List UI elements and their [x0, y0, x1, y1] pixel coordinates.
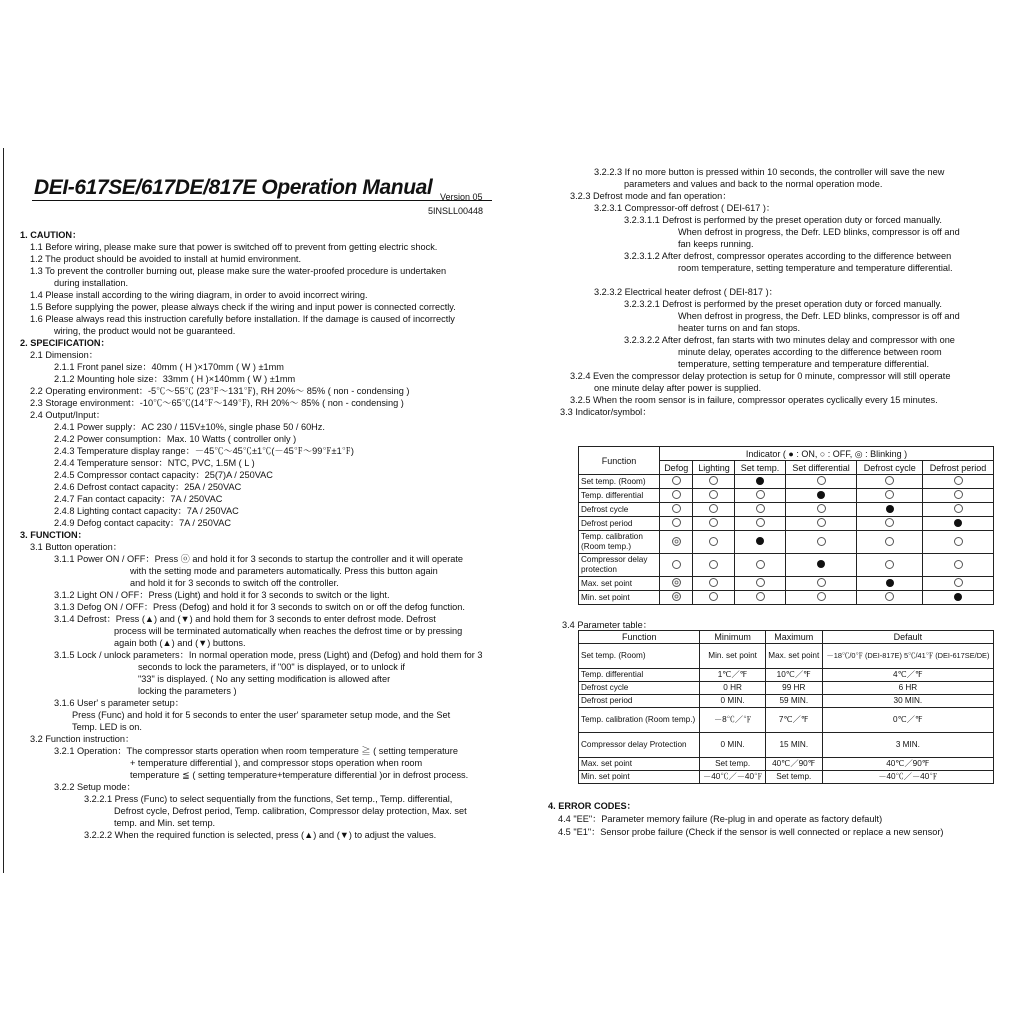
left-text-line: 2.4.5 Compressor contact capacity：25(7)A / 250VAC: [54, 470, 273, 480]
indicator-off-icon: [817, 518, 826, 527]
left-text-line: 1.2 The product should be avoided to install at humid environment.: [30, 254, 302, 264]
indicator-off-icon: [954, 537, 963, 546]
right-text-line: fan keeps running.: [678, 239, 754, 249]
parameter-column-header: Maximum: [765, 631, 822, 644]
left-text-line: with the setting mode and parameters automatically. Press this button again: [130, 566, 438, 576]
parameter-cell: 3 MIN.: [822, 733, 993, 758]
left-text-line: seconds to lock the parameters, if "00" is displayed, or to unlock if: [138, 662, 405, 672]
right-text-line: When defrost in progress, the Defr. LED blinks, compressor is off and: [678, 227, 960, 237]
left-text-line: 3. FUNCTION：: [20, 530, 87, 540]
left-text-line: Temp. LED is on.: [72, 722, 142, 732]
left-text-line: 2.4.4 Temperature sensor：NTC, PVC, 1.5M ( L ): [54, 458, 255, 468]
indicator-off-icon: [709, 476, 718, 485]
indicator-blinking-icon: [672, 592, 681, 601]
parameter-cell: 0 HR: [700, 682, 765, 695]
right-text-line: 3.2.4 Even the compressor delay protection is setup for 0 minute, compressor will still operate: [570, 371, 951, 381]
right-text-line: [560, 274, 1000, 286]
error-codes-section: [548, 800, 943, 839]
indicator-row: [579, 489, 994, 503]
indicator-off-icon: [709, 560, 718, 569]
indicator-off-icon: [756, 518, 765, 527]
parameter-cell: Defrost period: [579, 695, 700, 708]
left-text-line: temp. and Min. set temp.: [114, 818, 216, 828]
parameter-cell: Set temp. (Room): [579, 644, 700, 669]
left-text-line: 3.1.6 User' s parameter setup：: [54, 698, 184, 708]
left-text-line: + temperature differential ), and compressor stops operation when room: [130, 758, 423, 768]
right-text-line: 3.2.5 When the room sensor is in failure, compressor operates cyclically every 15 minutes.: [570, 395, 938, 405]
indicator-off-icon: [709, 592, 718, 601]
indicator-on-icon: [886, 505, 894, 513]
indicator-column-header: Set differential: [785, 461, 857, 475]
indicator-off-icon: [709, 504, 718, 513]
indicator-blinking-icon: [672, 578, 681, 587]
parameter-row: [579, 733, 994, 758]
indicator-row-label: Max. set point: [579, 577, 660, 591]
parameter-cell: 99 HR: [765, 682, 822, 695]
parameter-cell: 7℃／℉: [765, 708, 822, 733]
left-text-line: wiring, the product would not be guaranteed.: [54, 326, 236, 336]
indicator-blinking-icon: [672, 537, 681, 546]
indicator-table: [578, 446, 994, 605]
parameter-cell: Set temp.: [700, 758, 765, 771]
parameter-cell: 1℃／℉: [700, 669, 765, 682]
left-text-line: during installation.: [54, 278, 129, 288]
left-text-line: 3.2.2.1 Press (Func) to select sequentially from the functions, Set temp., Temp. differential,: [84, 794, 453, 804]
indicator-column-header: Defrost period: [923, 461, 994, 475]
left-text-line: 2.4.3 Temperature display range：－45℃～45℃±1℃(－45℉～99℉±1℉): [54, 446, 354, 456]
indicator-on-icon: [817, 560, 825, 568]
error-codes-title: 4. ERROR CODES：: [548, 801, 636, 811]
left-text-line: 1.4 Please install according to the wiring diagram, in order to avoid incorrect wiring.: [30, 290, 368, 300]
error-code-e1: 4.5 "E1"：Sensor probe failure (Check if the sensor is well connected or replace a new sensor): [558, 827, 944, 837]
indicator-off-icon: [817, 592, 826, 601]
indicator-on-icon: [954, 519, 962, 527]
indicator-off-icon: [885, 560, 894, 569]
left-text-line: 1.3 To prevent the controller burning out, please make sure the water-proofed procedure is undertaken: [30, 266, 447, 276]
left-text-line: 3.1.3 Defog ON / OFF：Press (Defog) and hold it for 3 seconds to switch on or off the defog function.: [54, 602, 465, 612]
indicator-row-label: Temp. calibration (Room temp.): [579, 531, 660, 554]
left-text-line: 2.4 Output/Input：: [30, 410, 106, 420]
indicator-row: [579, 503, 994, 517]
right-column: [560, 166, 1000, 418]
right-text-line: temperature, setting temperature and temperature differential.: [678, 359, 930, 369]
left-text-line: 1.6 Please always read this instruction carefully before installation. If the damage is caused of incorrectly: [30, 314, 455, 324]
indicator-row: [579, 554, 994, 577]
page-edge: [3, 148, 4, 873]
parameter-cell: 6 HR: [822, 682, 993, 695]
indicator-off-icon: [756, 592, 765, 601]
indicator-row: [579, 517, 994, 531]
indicator-off-icon: [672, 560, 681, 569]
parameter-cell: 0 MIN.: [700, 733, 765, 758]
indicator-off-icon: [885, 537, 894, 546]
parameter-cell: 10℃／℉: [765, 669, 822, 682]
indicator-off-icon: [756, 578, 765, 587]
parameter-cell: 40℃／90℉: [822, 758, 993, 771]
left-text-line: 2.1.2 Mounting hole size：33mm ( H )×140mm ( W ) ±1mm: [54, 374, 296, 384]
right-text-line: room temperature, setting temperature and temperature differential.: [678, 263, 953, 273]
indicator-on-icon: [756, 477, 764, 485]
left-text-line: 1.5 Before supplying the power, please always check if the wiring and input power is connected correctly.: [30, 302, 456, 312]
page-title: DEI-617SE/617DE/817E Operation Manual: [34, 176, 433, 199]
parameter-cell: Set temp.: [765, 771, 822, 784]
indicator-legend-header: Indicator ( ● : ON, ○ : OFF, ◎ : Blinking ): [660, 447, 994, 461]
indicator-column-header: Lighting: [693, 461, 735, 475]
indicator-off-icon: [954, 560, 963, 569]
left-text-line: 2.4.6 Defrost contact capacity：25A / 250VAC: [54, 482, 242, 492]
parameter-cell: 0℃／℉: [822, 708, 993, 733]
indicator-row: [579, 591, 994, 605]
indicator-off-icon: [709, 537, 718, 546]
parameter-cell: Min. set point: [700, 644, 765, 669]
indicator-off-icon: [885, 592, 894, 601]
left-text-line: Defrost cycle, Defrost period, Temp. calibration, Compressor delay protection, Max. set: [114, 806, 467, 816]
indicator-on-icon: [756, 537, 764, 545]
left-text-line: "33" is displayed. ( No any setting modification is allowed after: [138, 674, 391, 684]
right-text-line: 3.2.3.1.2 After defrost, compressor operates according to the difference between: [624, 251, 952, 261]
indicator-on-icon: [954, 593, 962, 601]
indicator-off-icon: [756, 490, 765, 499]
indicator-row: [579, 577, 994, 591]
left-text-line: 3.1.5 Lock / unlock parameters：In normal operation mode, press (Light) and (Defog) and hold them for 3: [54, 650, 483, 660]
indicator-off-icon: [885, 518, 894, 527]
parameter-cell: 15 MIN.: [765, 733, 822, 758]
right-text-line: 3.2.3.1 Compressor-off defrost ( DEI-617 )：: [594, 203, 776, 213]
right-text-line: parameters and values and back to the normal operation mode.: [624, 179, 883, 189]
parameter-cell: 4℃／℉: [822, 669, 993, 682]
indicator-off-icon: [954, 578, 963, 587]
indicator-off-icon: [672, 504, 681, 513]
indicator-off-icon: [709, 490, 718, 499]
left-text-line: 1.1 Before wiring, please make sure that power is switched off to prevent from getting electric shock.: [30, 242, 438, 252]
left-text-line: 3.1.1 Power ON / OFF：Press ⓞ and hold it for 3 seconds to startup the controller and it will operate: [54, 554, 464, 564]
parameter-cell: Max. set point: [579, 758, 700, 771]
parameter-row: [579, 644, 994, 669]
left-text-line: 3.2.1 Operation：The compressor starts operation when room temperature ≧ ( setting temperature: [54, 746, 458, 756]
indicator-off-icon: [954, 490, 963, 499]
right-text-line: minute delay, operates according to the difference between room: [678, 347, 942, 357]
parameter-cell: Temp. calibration (Room temp.): [579, 708, 700, 733]
parameter-cell: Compressor delay Protection: [579, 733, 700, 758]
parameter-column-header: Default: [822, 631, 993, 644]
indicator-on-icon: [886, 579, 894, 587]
left-text-line: 2.2 Operating environment：-5℃～55℃ (23℉～131℉), RH 20%～ 85% ( non - condensing ): [30, 386, 410, 396]
left-text-line: 2.4.1 Power supply：AC 230 / 115V±10%, single phase 50 / 60Hz.: [54, 422, 325, 432]
parameter-table-label: 3.4 Parameter table：: [562, 620, 652, 630]
indicator-row-label: Temp. differential: [579, 489, 660, 503]
parameter-column-header: Minimum: [700, 631, 765, 644]
left-text-line: Press (Func) and hold it for 5 seconds to enter the user' sparameter setup mode, and the Set: [72, 710, 451, 720]
parameter-cell: 0 MIN.: [700, 695, 765, 708]
parameter-column-header: Function: [579, 631, 700, 644]
parameter-cell: Max. set point: [765, 644, 822, 669]
left-text-line: 3.1 Button operation：: [30, 542, 122, 552]
parameter-cell: －8℃／℉: [700, 708, 765, 733]
left-text-line: 2.4.8 Lighting contact capacity：7A / 250VAC: [54, 506, 239, 516]
parameter-row: [579, 669, 994, 682]
parameter-cell: 30 MIN.: [822, 695, 993, 708]
indicator-row: [579, 531, 994, 554]
right-text-line: 3.3 Indicator/symbol：: [560, 407, 652, 417]
left-text-line: 2.3 Storage environment：-10℃～65℃(14℉～149℉), RH 20%～ 85% ( non - condensing ): [30, 398, 404, 408]
left-text-line: 3.1.2 Light ON / OFF：Press (Light) and hold it for 3 seconds to switch or the light.: [54, 590, 390, 600]
parameter-cell: Defrost cycle: [579, 682, 700, 695]
indicator-row-label: Defrost cycle: [579, 503, 660, 517]
parameter-row: [579, 695, 994, 708]
indicator-off-icon: [756, 560, 765, 569]
indicator-off-icon: [756, 504, 765, 513]
indicator-off-icon: [709, 578, 718, 587]
right-text-line: 3.2.3.2 Electrical heater defrost ( DEI-817 )：: [594, 287, 778, 297]
parameter-cell: Min. set point: [579, 771, 700, 784]
indicator-off-icon: [817, 476, 826, 485]
indicator-off-icon: [885, 476, 894, 485]
right-text-line: When defrost in progress, the Defr. LED blinks, compressor is off and: [678, 311, 960, 321]
indicator-row-label: Set temp. (Room): [579, 475, 660, 489]
document-number: 5INSLL00448: [428, 206, 484, 216]
parameter-row: [579, 771, 994, 784]
indicator-row-label: Defrost period: [579, 517, 660, 531]
parameter-row: [579, 708, 994, 733]
indicator-column-header: Set temp.: [735, 461, 785, 475]
left-text-line: 2. SPECIFICATION：: [20, 338, 110, 348]
left-column: [20, 229, 495, 841]
parameter-cell: －18℃/0℉ (DEI-817E) 5℃/41℉ (DEI-617SE/DE): [822, 644, 993, 669]
left-text-line: 3.2.2.2 When the required function is selected, press (▲) and (▼) to adjust the values.: [84, 830, 437, 840]
left-text-line: 2.4.7 Fan contact capacity：7A / 250VAC: [54, 494, 223, 504]
indicator-off-icon: [954, 504, 963, 513]
parameter-row: [579, 758, 994, 771]
indicator-off-icon: [672, 476, 681, 485]
left-text-line: again both (▲) and (▼) buttons.: [114, 638, 246, 648]
parameter-table: [578, 630, 994, 784]
parameter-cell: Temp. differential: [579, 669, 700, 682]
indicator-off-icon: [817, 537, 826, 546]
left-text-line: process will be terminated automatically when reaches the defrost time or by pressing: [114, 626, 463, 636]
left-text-line: 2.1.1 Front panel size：40mm ( H )×170mm ( W ) ±1mm: [54, 362, 284, 372]
parameter-cell: 40℃／90℉: [765, 758, 822, 771]
left-text-line: and hold it for 3 seconds to switch off the controller.: [130, 578, 339, 588]
title-divider: [32, 200, 492, 201]
indicator-off-icon: [709, 518, 718, 527]
indicator-on-icon: [817, 491, 825, 499]
left-text-line: 2.4.9 Defog contact capacity：7A / 250VAC: [54, 518, 232, 528]
left-text-line: 3.1.4 Defrost：Press (▲) and (▼) and hold them for 3 seconds to enter defrost mode. Defrost: [54, 614, 436, 624]
right-text-line: heater turns on and fan stops.: [678, 323, 801, 333]
parameter-cell: －40℃／－40℉: [700, 771, 765, 784]
indicator-off-icon: [817, 578, 826, 587]
indicator-off-icon: [672, 518, 681, 527]
indicator-row-label: Min. set point: [579, 591, 660, 605]
indicator-row: [579, 475, 994, 489]
left-text-line: 1. CAUTION：: [20, 230, 82, 240]
left-text-line: locking the parameters ): [138, 686, 237, 696]
parameter-cell: 59 MIN.: [765, 695, 822, 708]
indicator-row-label: Compressor delay protection: [579, 554, 660, 577]
right-text-line: 3.2.2.3 If no more button is pressed within 10 seconds, the controller will save the new: [594, 167, 945, 177]
indicator-function-header: Function: [579, 447, 660, 475]
right-text-line: one minute delay after power is supplied.: [594, 383, 762, 393]
right-text-line: 3.2.3.2.1 Defrost is performed by the preset operation duty or forced manually.: [624, 299, 942, 309]
indicator-off-icon: [885, 490, 894, 499]
left-text-line: 3.2 Function instruction：: [30, 734, 135, 744]
indicator-column-header: Defog: [660, 461, 693, 475]
left-text-line: 2.1 Dimension：: [30, 350, 98, 360]
error-code-ee: 4.4 "EE"：Parameter memory failure (Re-plug in and operate as factory default): [558, 814, 883, 824]
version-label: Version 05: [440, 192, 483, 202]
right-text-line: 3.2.3.1.1 Defrost is performed by the preset operation duty or forced manually.: [624, 215, 942, 225]
left-text-line: 3.2.2 Setup mode：: [54, 782, 136, 792]
indicator-off-icon: [817, 504, 826, 513]
indicator-off-icon: [672, 490, 681, 499]
indicator-column-header: Defrost cycle: [857, 461, 923, 475]
parameter-row: [579, 682, 994, 695]
left-text-line: temperature ≦ ( setting temperature+temperature differential )or in defrost process.: [130, 770, 469, 780]
right-text-line: 3.2.3 Defrost mode and fan operation：: [570, 191, 732, 201]
left-text-line: 2.4.2 Power consumption：Max. 10 Watts ( controller only ): [54, 434, 297, 444]
indicator-off-icon: [954, 476, 963, 485]
right-text-line: 3.2.3.2.2 After defrost, fan starts with two minutes delay and compressor with one: [624, 335, 955, 345]
parameter-cell: －40℃／－40℉: [822, 771, 993, 784]
